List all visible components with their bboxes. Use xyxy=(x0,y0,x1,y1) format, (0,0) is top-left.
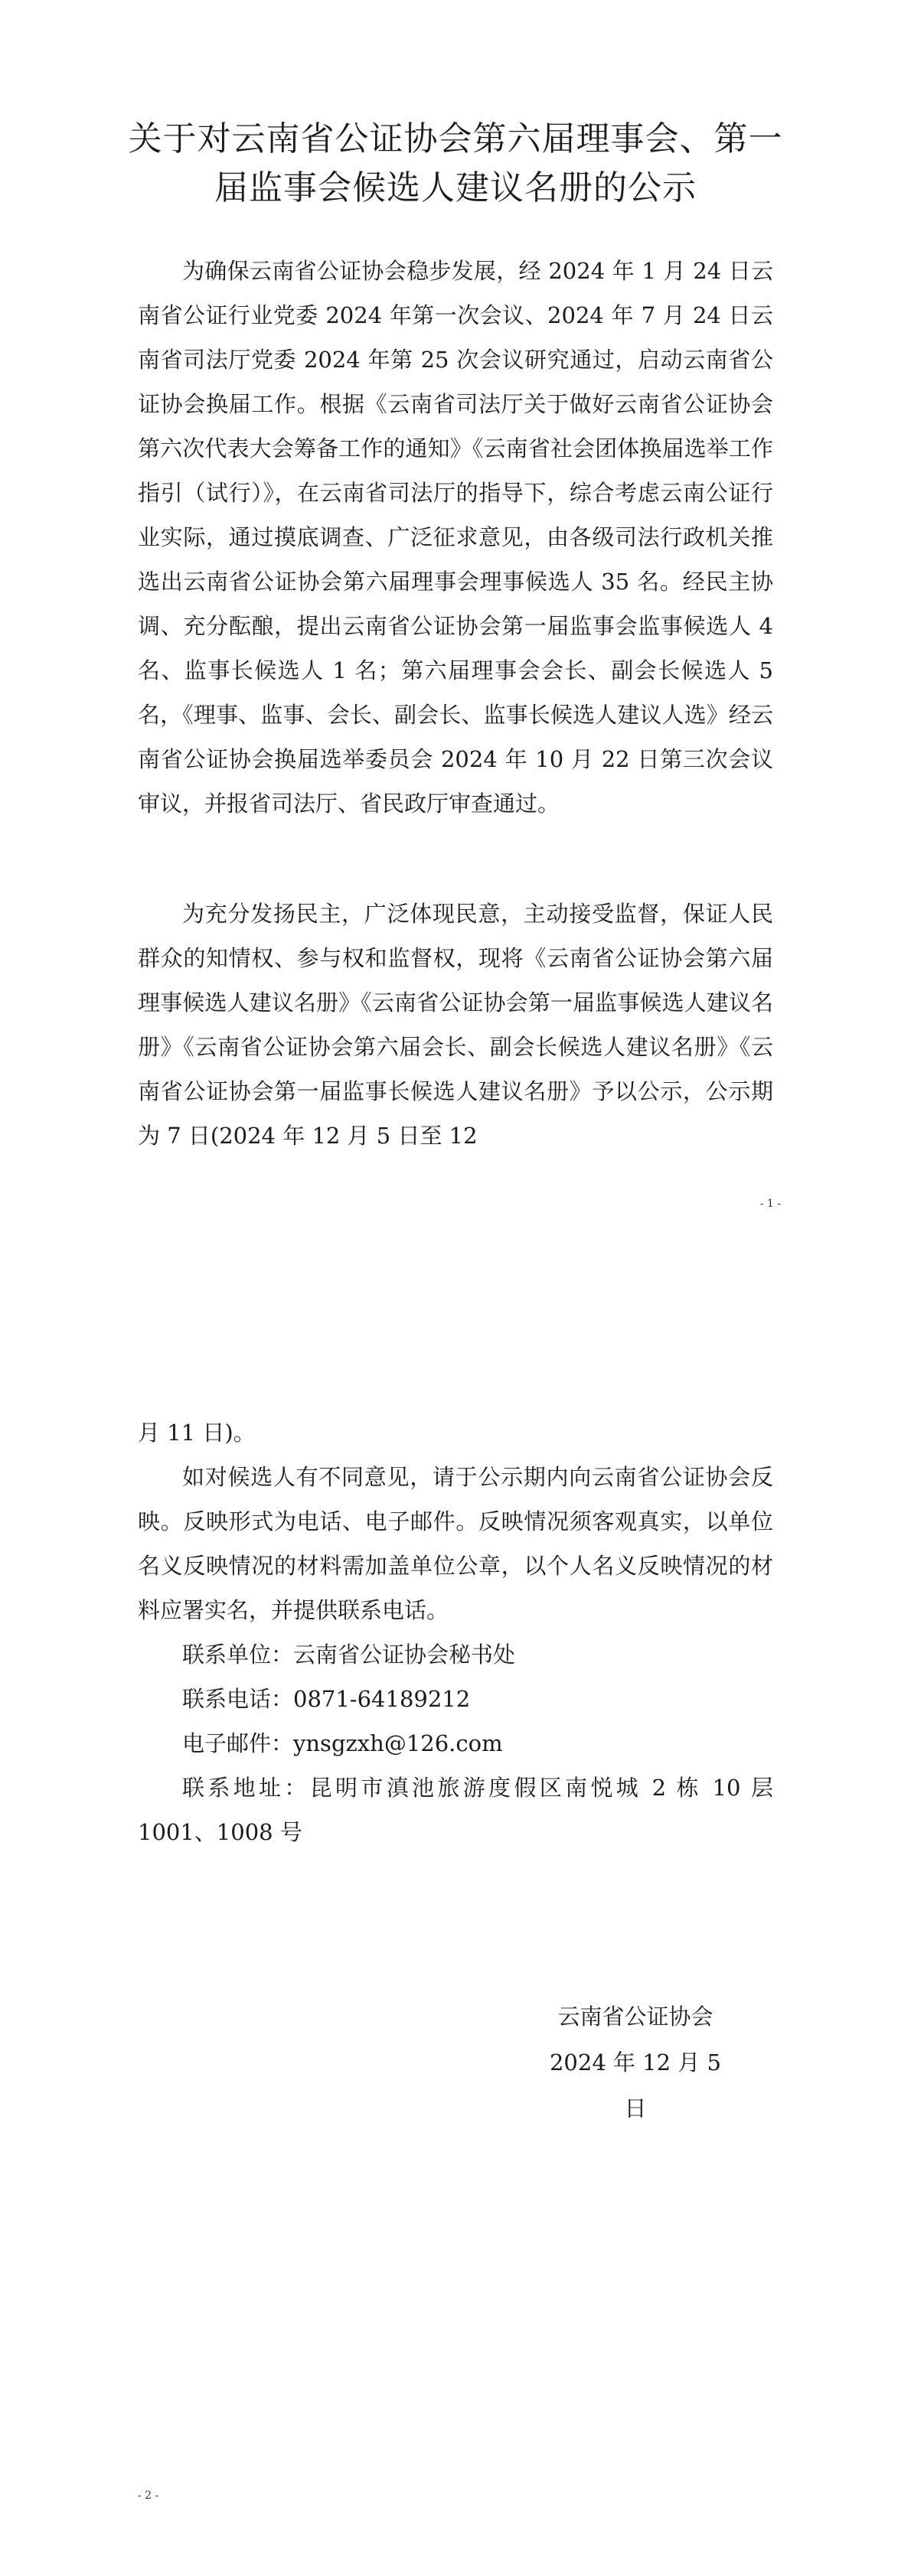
feedback-paragraph: 如对候选人有不同意见，请于公示期内向云南省公证协会反映。反映形式为电话、电子邮件。反映情况须客观真实，以单位名义反映情况的材料需加盖单位公章，以个人名义反映情况的材料应署实名，并提供联系电话。 xyxy=(138,1464,773,1623)
contact-address: 联系地址：昆明市滇池旅游度假区南悦城 2 栋 10 层 1001、1008 号 xyxy=(138,1775,773,1845)
page-number: - 2 - xyxy=(138,2490,159,2502)
continuation-text: 月 11 日)。 xyxy=(138,1420,256,1446)
signature-org: 云南省公证协会 xyxy=(557,2004,713,2030)
contact-phone: 联系电话：0871-64189212 xyxy=(182,1686,471,1712)
contact-unit: 联系单位：云南省公证协会秘书处 xyxy=(182,1642,516,1668)
contact-email: 电子邮件：ynsgzxh@126.com xyxy=(182,1730,503,1756)
paragraph-text: 为确保云南省公证协会稳步发展，经 2024 年 1 月 24 日云南省公证行业党委 2024 年第一次会议、2024 年 7 月 24 日云南省司法厅党委 2024 年第 25 次会议研究通过，启动云南省公证协会换届工作。根据《云南省司法厅关于做好云南省公证协会第六次代表大会筹备工作的通知》《云南省社会团体换届选举工作指引（试行）》，在云南省司法厅的指导下，综合考虑云南公证行业实际，通过摸底调查、广泛征求意见，由各级司法行政机关推选出云南省公证协会第六届理事会理事候选人 35 名。经民主协调、充分酝酿，提出云南省公证协会第一届监事会监事候选人 4 名、监事长候选人 1 名；第六届理事会会长、副会长候选人 5 名，《理事、监事、会长、副会长、监事长候选人建议人选》经云南省公证协会换届选举委员会 2024 年 10 月 22 日第三次会议审议，并报省司法厅、省民政厅审查通过。 xyxy=(138,258,773,817)
paragraph-announcement xyxy=(138,892,773,1158)
paragraph-background xyxy=(138,249,773,826)
signature-date: 2024 年 12 月 5 日 xyxy=(549,2049,722,2121)
page-number: - 1 - xyxy=(759,1198,781,1210)
page-2-body xyxy=(138,1410,773,1854)
paragraph-text: 为充分发扬民主，广泛体现民意，主动接受监督，保证人民群众的知情权、参与权和监督权，现将《云南省公证协会第六届理事候选人建议名册》《云南省公证协会第一届监事候选人建议名册》《云南省公证协会第六届会长、副会长候选人建议名册》《云南省公证协会第一届监事长候选人建议名册》予以公示，公示期为 7 日(2024 年 12 月 5 日至 12 xyxy=(138,901,773,1149)
signature-block xyxy=(536,1994,735,2131)
document-title: 关于对云南省公证协会第六届理事会、第一届监事会候选人建议名册的公示 xyxy=(128,119,783,207)
page-2 xyxy=(0,1288,911,2576)
